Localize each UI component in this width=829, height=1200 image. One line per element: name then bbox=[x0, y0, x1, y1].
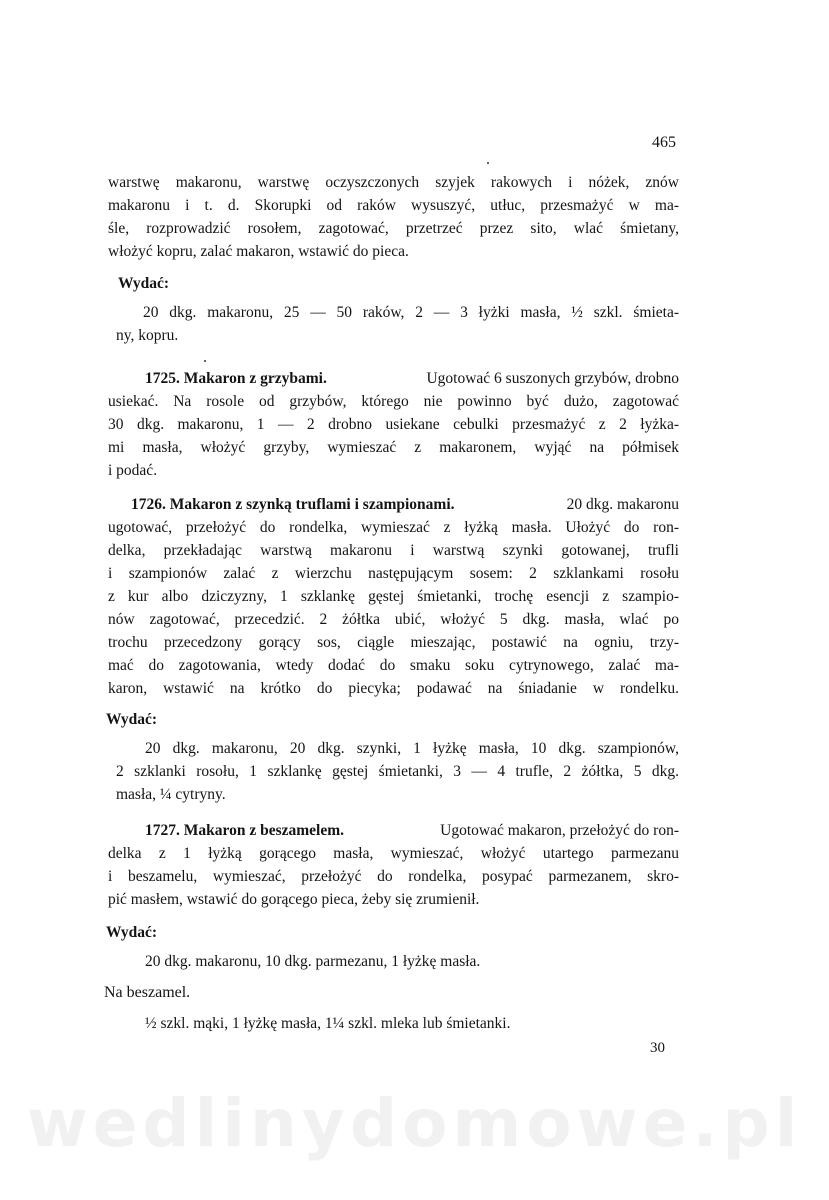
text-line: i szampionów zalać z wierzchu następującym sosem: 2 szklankami rosołu bbox=[108, 565, 679, 582]
beszamel-heading: Na beszamel. bbox=[104, 984, 191, 1001]
text-line: Ugotować makaron, przełożyć do ron- bbox=[440, 822, 679, 839]
text-line: Ugotować 6 suszonych grzybów, drobno bbox=[426, 370, 679, 387]
text-line: i beszamelu, wymieszać, przełożyć do rondelka, posypać parmezanem, skro- bbox=[108, 868, 679, 885]
text-line: trochu przecedzony gorący sos, ciągle mieszając, postawić na ogniu, trzy- bbox=[108, 634, 679, 651]
page-number: 465 bbox=[652, 134, 676, 151]
text-line: delka z 1 łyżką gorącego masła, wymieszać, włożyć utartego parmezanu bbox=[108, 845, 679, 862]
text-line: śle, rozprowadzić rosołem, zagotować, przetrzeć przez sito, wlać śmietany, bbox=[108, 220, 679, 237]
wydac-heading: Wydać: bbox=[106, 924, 158, 941]
text-line: z kur albo dziczyzny, 1 szklankę gęstej śmietanki, trochę esencji z szampio- bbox=[108, 588, 679, 605]
text-line: mi masła, włożyć grzyby, wymieszać z makaronem, wyjąć na półmisek bbox=[108, 439, 679, 456]
text-line: ny, kopru. bbox=[116, 327, 179, 344]
recipe-first-line bbox=[145, 370, 679, 388]
print-speck bbox=[487, 162, 489, 164]
text-line: delka, przekładając warstwą makaronu i warstwą szynki gotowanej, trufli bbox=[108, 542, 679, 559]
text-line: 20 dkg. makaronu, 25 — 50 raków, 2 — 3 łyżki masła, ½ szkl. śmieta- bbox=[143, 304, 679, 321]
text-line: nów zagotować, przecedzić. 2 żółtka ubić, włożyć 5 dkg. masła, wlać po bbox=[108, 611, 679, 628]
print-speck bbox=[204, 360, 206, 362]
text-line: makaronu i t. d. Skorupki od raków wysuszyć, utłuc, przesmażyć w ma- bbox=[108, 197, 679, 214]
recipe-first-line bbox=[145, 822, 679, 840]
wydac-heading: Wydać: bbox=[106, 711, 158, 728]
text-line: ½ szkl. mąki, 1 łyżkę masła, 1¼ szkl. mleka lub śmietanki. bbox=[145, 1015, 511, 1032]
watermark-text: wedlinydomowe.pl bbox=[26, 1085, 803, 1162]
text-line: 30 dkg. makaronu, 1 — 2 drobno usiekane cebulki przesmażyć z 2 łyżka- bbox=[108, 416, 679, 433]
recipe-first-line bbox=[131, 496, 679, 514]
recipe-title: 1726. Makaron z szynką truflami i szampionami. bbox=[131, 496, 455, 513]
text-line: karon, wstawić na krótko do piecyka; podawać na śniadanie w rondelku. bbox=[108, 680, 679, 697]
text-line: włożyć kopru, zalać makaron, wstawić do pieca. bbox=[108, 243, 409, 260]
text-line: usiekać. Na rosole od grzybów, którego nie powinno być dużo, zagotować bbox=[108, 393, 679, 410]
recipe-title: 1725. Makaron z grzybami. bbox=[145, 370, 327, 387]
text-line: 20 dkg. makaronu, 20 dkg. szynki, 1 łyżkę masła, 10 dkg. szampionów, bbox=[145, 740, 679, 757]
recipe-title: 1727. Makaron z beszamelem. bbox=[145, 822, 345, 839]
text-line: i podać. bbox=[108, 462, 158, 479]
text-line: 2 szklanki rosołu, 1 szklankę gęstej śmietanki, 3 — 4 trufle, 2 żółtka, 5 dkg. bbox=[116, 763, 679, 780]
signature-number: 30 bbox=[650, 1040, 665, 1056]
wydac-heading: Wydać: bbox=[118, 275, 170, 292]
text-line: ugotować, przełożyć do rondelka, wymieszać z łyżką masła. Ułożyć do ron- bbox=[108, 519, 679, 536]
text-line: pić masłem, wstawić do gorącego pieca, żeby się zrumienił. bbox=[108, 891, 480, 908]
text-line: 20 dkg. makaronu, 10 dkg. parmezanu, 1 łyżkę masła. bbox=[145, 953, 481, 970]
text-line: mać do zagotowania, wtedy dodać do smaku soku cytrynowego, zalać ma- bbox=[108, 657, 679, 674]
text-line: 20 dkg. makaronu bbox=[566, 496, 679, 513]
text-line: masła, ¼ cytryny. bbox=[116, 786, 226, 803]
text-line: warstwę makaronu, warstwę oczyszczonych szyjek rakowych i nóżek, znów bbox=[108, 174, 679, 191]
